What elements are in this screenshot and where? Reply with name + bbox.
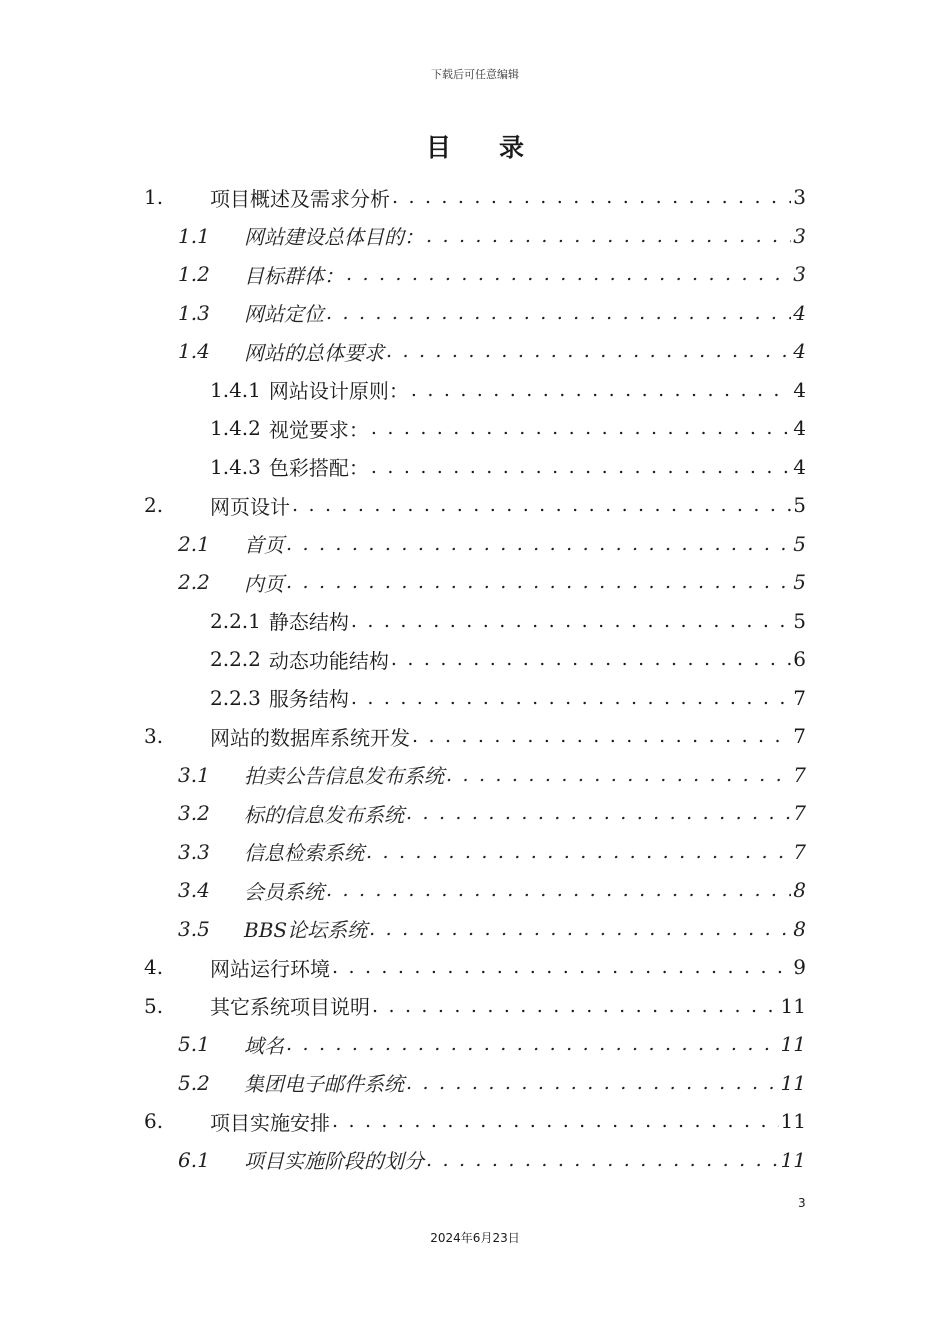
toc-entry-number: 3.3 bbox=[178, 839, 210, 864]
toc-entry-title: 服务结构 bbox=[268, 687, 349, 711]
toc-entry-page: 11 bbox=[780, 1147, 806, 1172]
toc-entry[interactable] bbox=[210, 602, 806, 640]
toc-entry[interactable] bbox=[178, 794, 806, 832]
toc-leader bbox=[392, 186, 791, 208]
toc-leader bbox=[351, 687, 791, 709]
toc-entry-title: 拍卖公告信息发布系统 bbox=[244, 764, 444, 788]
toc-entry[interactable] bbox=[178, 563, 806, 601]
toc-entry-title: 色彩搭配： bbox=[268, 456, 369, 480]
toc-entry[interactable] bbox=[178, 1064, 806, 1102]
toc-entry-page: 7 bbox=[793, 762, 806, 787]
toc-entry-number: 5. bbox=[144, 993, 164, 1018]
page-number: 3 bbox=[798, 1196, 806, 1210]
toc-entry-number: 1. bbox=[144, 185, 164, 209]
toc-entry-page: 4 bbox=[793, 300, 806, 325]
toc-entry-number: 3. bbox=[144, 724, 164, 748]
toc-entry-number: 1.4.1 bbox=[210, 377, 261, 402]
toc-entry-number: 1.4.2 bbox=[210, 416, 261, 440]
toc-leader bbox=[386, 340, 791, 362]
toc-entry-page: 5 bbox=[793, 570, 806, 594]
toc-entry-title: 项目实施安排 bbox=[210, 1110, 330, 1135]
toc-entry-page: 7 bbox=[793, 839, 806, 864]
toc-entry-number: 3.2 bbox=[178, 801, 210, 825]
toc-entry-number: 4. bbox=[144, 955, 164, 979]
toc-entry-number: 5.2 bbox=[178, 1070, 210, 1095]
toc-entry-page: 3 bbox=[793, 262, 806, 286]
toc-entry-title: 内页 bbox=[244, 571, 284, 596]
toc-entry-title: 目标群体： bbox=[244, 263, 344, 288]
toc-entry-page: 11 bbox=[780, 993, 806, 1018]
toc-entry-page: 5 bbox=[793, 608, 806, 633]
toc-entry-page: 5 bbox=[793, 531, 806, 556]
toc-entry-page: 11 bbox=[780, 1032, 806, 1056]
toc-entry[interactable] bbox=[144, 178, 806, 216]
toc-entry[interactable] bbox=[178, 1025, 806, 1063]
toc-entry-title: 网站运行环境 bbox=[210, 956, 330, 981]
toc-entry-title: 首页 bbox=[244, 533, 284, 557]
toc-leader bbox=[406, 802, 791, 824]
toc-leader bbox=[332, 1110, 779, 1132]
toc-entry[interactable] bbox=[178, 871, 806, 909]
toc-entry-number: 3.1 bbox=[178, 762, 210, 787]
toc-entry-number: 6. bbox=[144, 1109, 164, 1133]
toc-entry[interactable] bbox=[144, 1102, 806, 1140]
toc-entry[interactable] bbox=[178, 1141, 806, 1179]
toc-entry-number: 1.3 bbox=[178, 300, 210, 325]
toc-entry-title: 标的信息发布系统 bbox=[244, 802, 404, 827]
toc-leader bbox=[326, 879, 791, 901]
toc-entry-title: 网站的数据库系统开发 bbox=[210, 725, 410, 750]
toc-entry-number: 3.5 bbox=[178, 916, 210, 941]
toc-entry-title: 其它系统项目说明 bbox=[210, 995, 370, 1019]
toc-entry[interactable] bbox=[178, 332, 806, 370]
toc-entry[interactable] bbox=[178, 294, 806, 332]
toc-leader bbox=[412, 725, 791, 747]
toc-entry-number: 3.4 bbox=[178, 878, 210, 902]
toc-entry-page: 3 bbox=[793, 185, 806, 209]
toc-entry-number: 1.1 bbox=[178, 223, 210, 248]
toc-entry[interactable] bbox=[178, 255, 806, 293]
toc-entry[interactable] bbox=[210, 409, 806, 447]
toc-entry-page: 6 bbox=[793, 647, 806, 671]
toc-entry-title: 项目实施阶段的划分 bbox=[244, 1149, 424, 1173]
toc-leader bbox=[286, 533, 791, 555]
toc-entry[interactable] bbox=[210, 371, 806, 409]
toc-entry-page: 7 bbox=[793, 685, 806, 710]
toc-leader bbox=[286, 1033, 779, 1055]
page-footer-date: 2024年6月23日 bbox=[430, 1231, 520, 1245]
toc-entry-page: 4 bbox=[793, 454, 806, 479]
toc-entry-number: 2.2.2 bbox=[210, 647, 261, 671]
toc-entry-number: 5.1 bbox=[178, 1032, 210, 1056]
toc-leader bbox=[391, 648, 791, 670]
toc-leader bbox=[406, 1072, 779, 1094]
toc-leader bbox=[332, 956, 791, 978]
toc-entry-title: 静态结构 bbox=[268, 610, 349, 634]
toc-entry-title: 信息检索系统 bbox=[244, 841, 364, 865]
toc-entry-number: 2. bbox=[144, 493, 164, 517]
toc-entry-number: 1.4 bbox=[178, 339, 210, 363]
toc-leader bbox=[411, 379, 791, 401]
toc-entry-page: 9 bbox=[793, 955, 806, 979]
toc-entry-title: 网站的总体要求 bbox=[244, 340, 384, 365]
toc-entry[interactable] bbox=[144, 486, 806, 524]
toc-entry-page: 7 bbox=[793, 724, 806, 748]
toc-entry[interactable] bbox=[178, 833, 806, 871]
toc-entry-page: 4 bbox=[793, 377, 806, 402]
toc-leader bbox=[446, 764, 791, 786]
toc-leader bbox=[426, 225, 791, 247]
toc-entry-page: 8 bbox=[793, 878, 806, 902]
page-header: 下载后可任意编辑 bbox=[431, 68, 519, 81]
toc-entry-number: 2.1 bbox=[178, 531, 210, 556]
toc-entry[interactable] bbox=[144, 948, 806, 986]
toc-entry-page: 4 bbox=[793, 339, 806, 363]
toc-leader bbox=[371, 417, 791, 439]
toc-leader bbox=[292, 494, 791, 516]
toc-entry[interactable] bbox=[178, 217, 806, 255]
toc-entry[interactable] bbox=[210, 448, 806, 486]
toc-leader bbox=[286, 571, 791, 593]
toc-leader bbox=[426, 1149, 779, 1171]
toc-entry-title: BBS论坛系统 bbox=[244, 918, 368, 942]
toc-entry[interactable] bbox=[144, 987, 806, 1025]
toc-leader bbox=[326, 302, 791, 324]
toc-entry-title: 网页设计 bbox=[210, 494, 290, 519]
toc-entry[interactable] bbox=[178, 756, 806, 794]
toc-entry[interactable] bbox=[210, 640, 806, 678]
toc-entry[interactable] bbox=[210, 679, 806, 717]
toc-entry-number: 1.4.3 bbox=[210, 454, 261, 479]
toc-leader bbox=[371, 456, 791, 478]
toc-entry-title: 网站设计原则： bbox=[268, 379, 409, 403]
toc-entry[interactable] bbox=[144, 717, 806, 755]
toc-leader bbox=[369, 918, 791, 940]
toc-entry-number: 6.1 bbox=[178, 1147, 210, 1172]
toc-entry-title: 项目概述及需求分析 bbox=[210, 186, 390, 211]
toc-entry-title: 网站定位 bbox=[244, 302, 324, 326]
toc-entry-page: 5 bbox=[793, 493, 806, 517]
toc-entry-page: 8 bbox=[793, 916, 806, 941]
toc-entry-page: 11 bbox=[780, 1070, 806, 1095]
toc-entry-page: 7 bbox=[793, 801, 806, 825]
toc-entry[interactable] bbox=[178, 525, 806, 563]
toc-entry-page: 11 bbox=[780, 1109, 806, 1133]
toc-leader bbox=[366, 841, 791, 863]
toc-entry-title: 会员系统 bbox=[244, 879, 324, 904]
toc-leader bbox=[346, 263, 791, 285]
toc-entry-number: 2.2.3 bbox=[210, 685, 261, 710]
toc-entry-page: 3 bbox=[793, 223, 806, 248]
toc-leader bbox=[351, 610, 791, 632]
toc-entry-title: 域名 bbox=[244, 1033, 284, 1058]
toc-entry-number: 2.2 bbox=[178, 570, 210, 594]
toc-entry-title: 视觉要求： bbox=[268, 417, 369, 442]
toc-entry-title: 动态功能结构 bbox=[268, 648, 389, 673]
toc-leader bbox=[372, 995, 779, 1017]
toc-entry-number: 2.2.1 bbox=[210, 608, 261, 633]
toc-entry-number: 1.2 bbox=[178, 262, 210, 286]
toc-entry-page: 4 bbox=[793, 416, 806, 440]
toc-entry[interactable] bbox=[178, 910, 806, 948]
toc-title: 目录 bbox=[425, 133, 572, 162]
toc-entry-title: 集团电子邮件系统 bbox=[244, 1072, 404, 1096]
toc-entry-title: 网站建设总体目的： bbox=[244, 225, 424, 249]
